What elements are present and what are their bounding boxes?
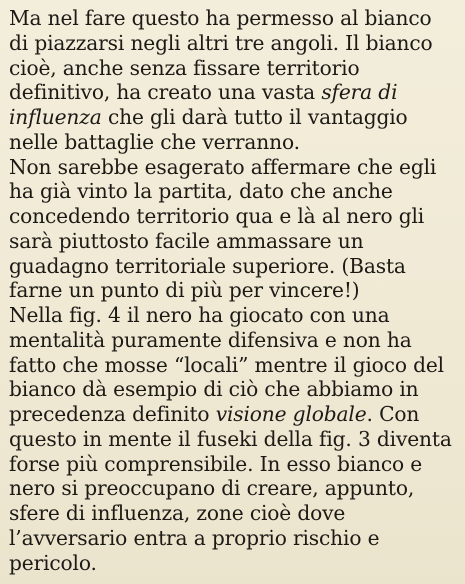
text-line — [9, 452, 461, 477]
text-run: sfere di influenza, zone cioè dove — [9, 501, 346, 525]
text-line — [9, 526, 461, 551]
text-line — [9, 427, 461, 452]
text-line — [9, 353, 461, 378]
text-line — [9, 204, 461, 229]
text-run: concedendo territorio qua e là al nero gli — [9, 204, 425, 228]
text-run: mentalità puramente difensiva e non ha — [9, 327, 412, 352]
text-line — [9, 56, 461, 81]
text-line — [9, 476, 461, 501]
text-line — [9, 80, 461, 105]
text-run: precedenza definito — [9, 402, 216, 426]
text-run: definitivo, ha creato una vasta — [9, 80, 322, 105]
text-run: . Con — [366, 402, 420, 426]
text-run: fatto che mosse “locali” mentre il gioco del — [9, 352, 444, 377]
text-line — [9, 328, 461, 353]
italic-text: influenza — [9, 105, 102, 129]
text-line — [9, 551, 461, 576]
text-line — [9, 501, 461, 526]
text-run: forse più comprensibile. In esso bianco e — [9, 451, 423, 476]
text-run: questo in mente il fuseki della fig. 3 diventa — [9, 426, 452, 451]
text-line — [9, 402, 461, 427]
text-line — [9, 278, 461, 303]
text-line — [9, 31, 461, 56]
text-run: Nella fig. 4 il nero ha giocato con una — [9, 303, 390, 327]
text-run: sarà piuttosto facile ammassare un — [9, 228, 364, 253]
text-run: di piazzarsi negli altri tre angoli. Il bianco — [9, 30, 433, 55]
text-line — [9, 254, 461, 279]
text-run: cioè, anche senza fissare territorio — [9, 55, 360, 80]
body-text — [9, 6, 461, 575]
text-line — [9, 105, 461, 130]
text-run: Non sarebbe esagerato affermare che egli — [9, 154, 437, 179]
text-run: l’avversario entra a proprio rischio e — [9, 525, 380, 550]
text-run: bianco dà esempio di ciò che abbiamo in — [9, 377, 419, 402]
text-run: che gli darà tutto il vantaggio — [101, 105, 408, 129]
text-line — [9, 130, 461, 155]
text-line — [9, 229, 461, 254]
text-run: nero si preoccupano di creare, appunto, — [9, 476, 415, 501]
text-line — [9, 179, 461, 204]
text-run: farne un punto di più per vincere!) — [9, 278, 360, 303]
text-run: nelle battaglie che verranno. — [9, 129, 300, 154]
italic-text: visione globale — [215, 402, 367, 426]
text-line — [9, 303, 461, 328]
text-run: ha già vinto la partita, dato che anche — [9, 179, 393, 204]
italic-text: sfera di — [321, 80, 398, 105]
text-line — [9, 377, 461, 402]
text-run: Ma nel fare questo ha permesso al bianco — [9, 6, 432, 30]
text-line — [9, 155, 461, 180]
text-run: guadagno territoriale superiore. (Basta — [9, 253, 406, 278]
text-line — [9, 6, 461, 31]
text-run: pericolo. — [9, 550, 97, 575]
